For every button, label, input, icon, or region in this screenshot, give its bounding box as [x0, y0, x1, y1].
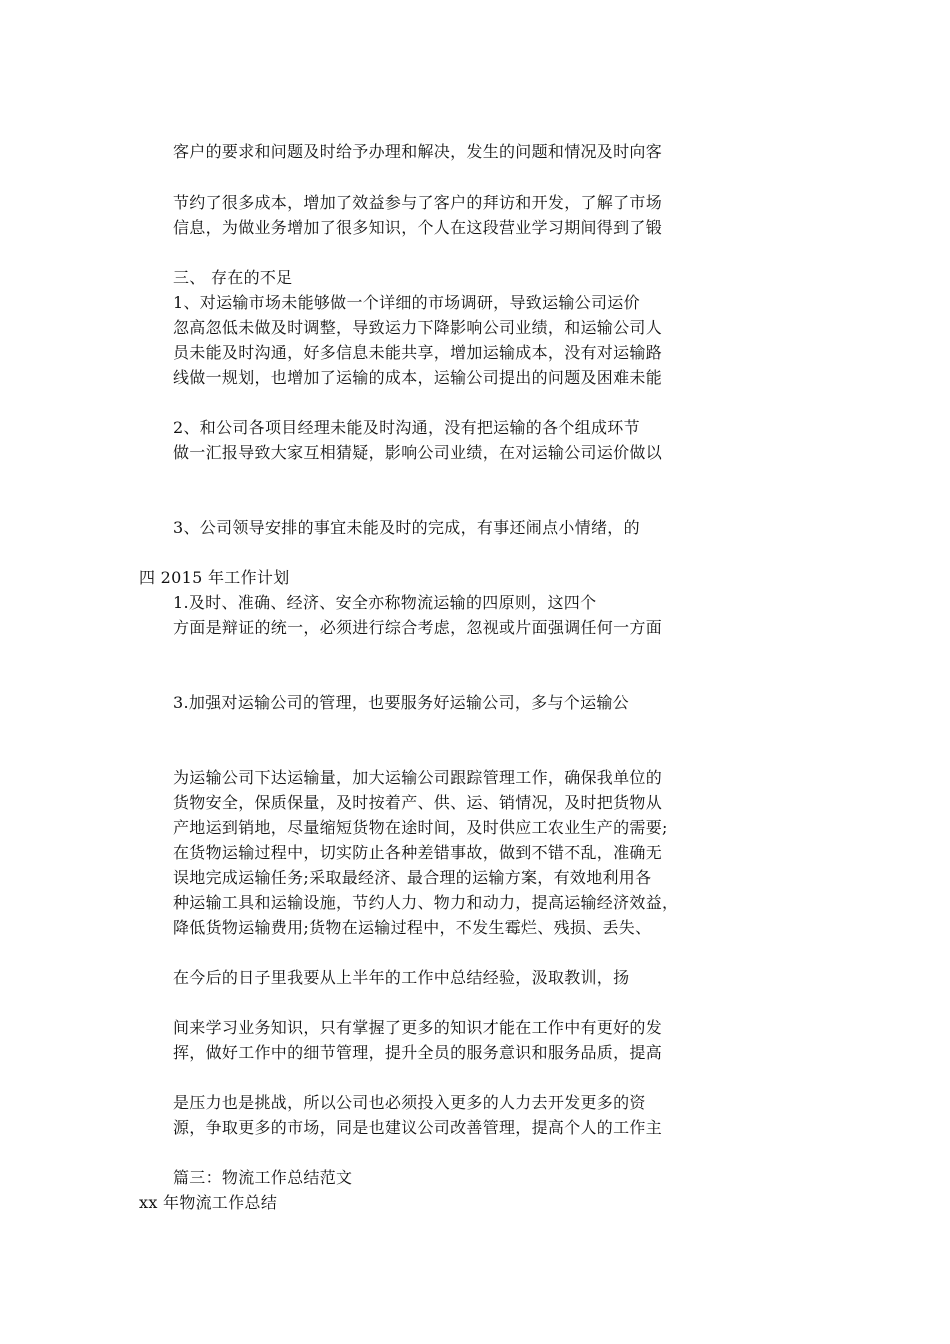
paragraph-line: 为运输公司下达运输量，加大运输公司跟踪管理工作，确保我单位的	[173, 768, 663, 787]
paragraph-line: 1.及时、准确、经济、安全亦称物流运输的四原则，这四个	[173, 593, 597, 612]
paragraph-line: 源，争取更多的市场，同是也建议公司改善管理，提高个人的工作主	[173, 1118, 663, 1137]
paragraph-line: 降低货物运输费用;货物在运输过程中，不发生霉烂、残损、丢失、	[173, 918, 652, 937]
paragraph-line: 客户的要求和问题及时给予办理和解决，发生的问题和情况及时向客	[173, 142, 663, 161]
paragraph-line: 3、公司领导安排的事宜未能及时的完成，有事还闹点小情绪，的	[173, 518, 640, 537]
paragraph-line: 在今后的日子里我要从上半年的工作中总结经验，汲取教训，扬	[173, 968, 630, 987]
paragraph-line: 是压力也是挑战，所以公司也必须投入更多的人力去开发更多的资	[173, 1093, 646, 1112]
paragraph-line: 1、对运输市场未能够做一个详细的市场调研，导致运输公司运价	[173, 293, 640, 312]
paragraph-line: 货物安全，保质保量，及时按着产、供、运、销情况，及时把货物从	[173, 793, 663, 812]
paragraph-line: 产地运到销地，尽量缩短货物在途时间，及时供应工农业生产的需要;	[173, 818, 668, 837]
section-heading: 三、 存在的不足	[173, 268, 293, 287]
paragraph-line: 员未能及时沟通，好多信息未能共享，增加运输成本，没有对运输路	[173, 343, 663, 362]
article-heading: 篇三：物流工作总结范文	[173, 1168, 353, 1187]
paragraph-line: 做一汇报导致大家互相猜疑，影响公司业绩，在对运输公司运价做以	[173, 443, 663, 462]
paragraph-line: 节约了很多成本，增加了效益参与了客户的拜访和开发，了解了市场	[173, 193, 663, 212]
paragraph-line: 间来学习业务知识，只有掌握了更多的知识才能在工作中有更好的发	[173, 1018, 663, 1037]
paragraph-line: 2、和公司各项目经理未能及时沟通，没有把运输的各个组成环节	[173, 418, 640, 437]
paragraph-line: 忽高忽低未做及时调整，导致运力下降影响公司业绩，和运输公司人	[173, 318, 663, 337]
paragraph-line: 线做一规划，也增加了运输的成本，运输公司提出的问题及困难未能	[173, 368, 663, 387]
paragraph-line: 挥，做好工作中的细节管理，提升全员的服务意识和服务品质，提高	[173, 1043, 663, 1062]
paragraph-line: 信息，为做业务增加了很多知识，个人在这段营业学习期间得到了锻	[173, 218, 663, 237]
paragraph-line: 在货物运输过程中，切实防止各种差错事故，做到不错不乱，准确无	[173, 843, 663, 862]
article-title: xx 年物流工作总结	[139, 1193, 278, 1212]
paragraph-line: 种运输工具和运输设施，节约人力、物力和动力，提高运输经济效益，	[173, 893, 679, 912]
paragraph-line: 方面是辩证的统一，必须进行综合考虑，忽视或片面强调任何一方面	[173, 618, 663, 637]
paragraph-line: 3.加强对运输公司的管理，也要服务好运输公司，多与个运输公	[173, 693, 629, 712]
paragraph-line: 误地完成运输任务;采取最经济、最合理的运输方案，有效地利用各	[173, 868, 652, 887]
section-heading: 四 2015 年工作计划	[139, 568, 290, 587]
